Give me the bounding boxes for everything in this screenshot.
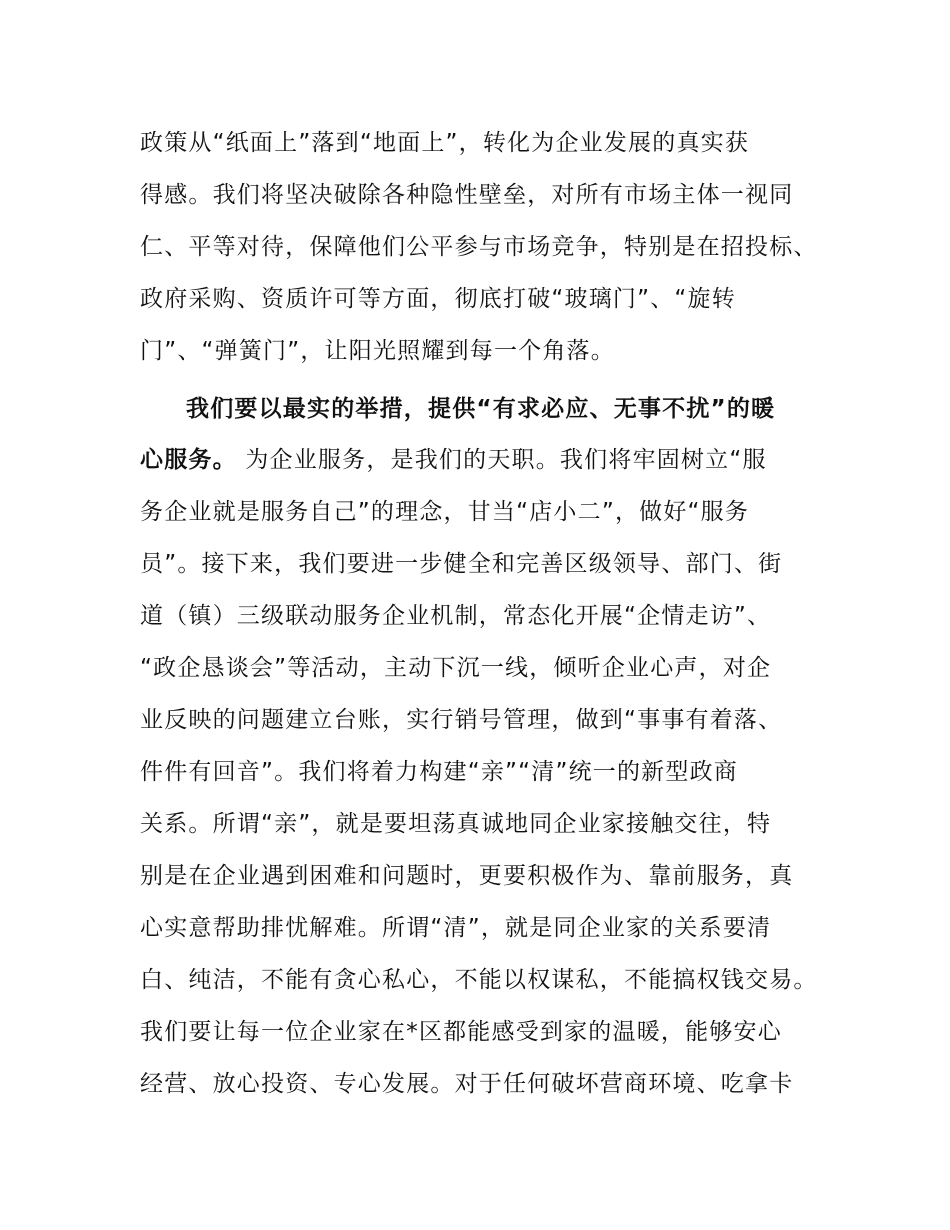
text-line: 经营、放心投资、专心发展。对于任何破坏营商环境、吃拿卡 <box>140 1071 794 1097</box>
text-line: 关系。所谓“亲”，就是要坦荡真诚地同企业家接触交往，特 <box>140 811 772 837</box>
text-segment: 为企业服务，是我们的天职。我们将牢固树立“服 <box>236 447 767 473</box>
text-line: 员”。接下来，我们要进一步健全和完善区级领导、部门、街 <box>140 551 783 577</box>
text-line: 得感。我们将坚决破除各种隐性壁垒，对所有市场主体一视同 <box>140 182 794 208</box>
paragraph-heading-end: 心服务。 <box>140 447 237 473</box>
text-line <box>140 447 767 473</box>
text-line: 我们要让每一位企业家在*区都能感受到家的温暖，能够安心 <box>140 1019 782 1045</box>
text-line: 政策从“纸面上”落到“地面上”，转化为企业发展的真实获 <box>140 130 750 156</box>
text-line: 心实意帮助排忧解难。所谓“清”，就是同企业家的关系要清 <box>140 915 772 941</box>
text-line: “政企恳谈会”等活动，主动下沉一线，倾听企业心声，对企 <box>140 655 772 681</box>
text-line: 别是在企业遇到困难和问题时，更要积极作为、靠前服务，真 <box>140 863 794 889</box>
text-line: 件件有回音”。我们将着力构建“亲”“清”统一的新型政商 <box>140 759 738 785</box>
text-line: 务企业就是服务自己”的理念，甘当“店小二”，做好“服务 <box>140 499 750 525</box>
text-line: 道（镇）三级联动服务企业机制，常态化开展“企情走访”、 <box>140 603 772 629</box>
text-line: 业反映的问题建立台账，实行销号管理，做到“事事有着落、 <box>140 707 783 733</box>
text-line: 门”、“弹簧门”，让阳光照耀到每一个角落。 <box>140 338 615 364</box>
paragraph-heading: 我们要以最实的举措，提供“有求必应、无事不扰”的暖 <box>186 396 776 422</box>
text-line: 仁、平等对待，保障他们公平参与市场竞争，特别是在招投标、 <box>140 234 818 260</box>
text-line: 白、纯洁，不能有贪心私心，不能以权谋私，不能搞权钱交易。 <box>140 967 818 993</box>
text-line: 政府采购、资质许可等方面，彻底打破“玻璃门”、“旋转 <box>140 286 736 312</box>
